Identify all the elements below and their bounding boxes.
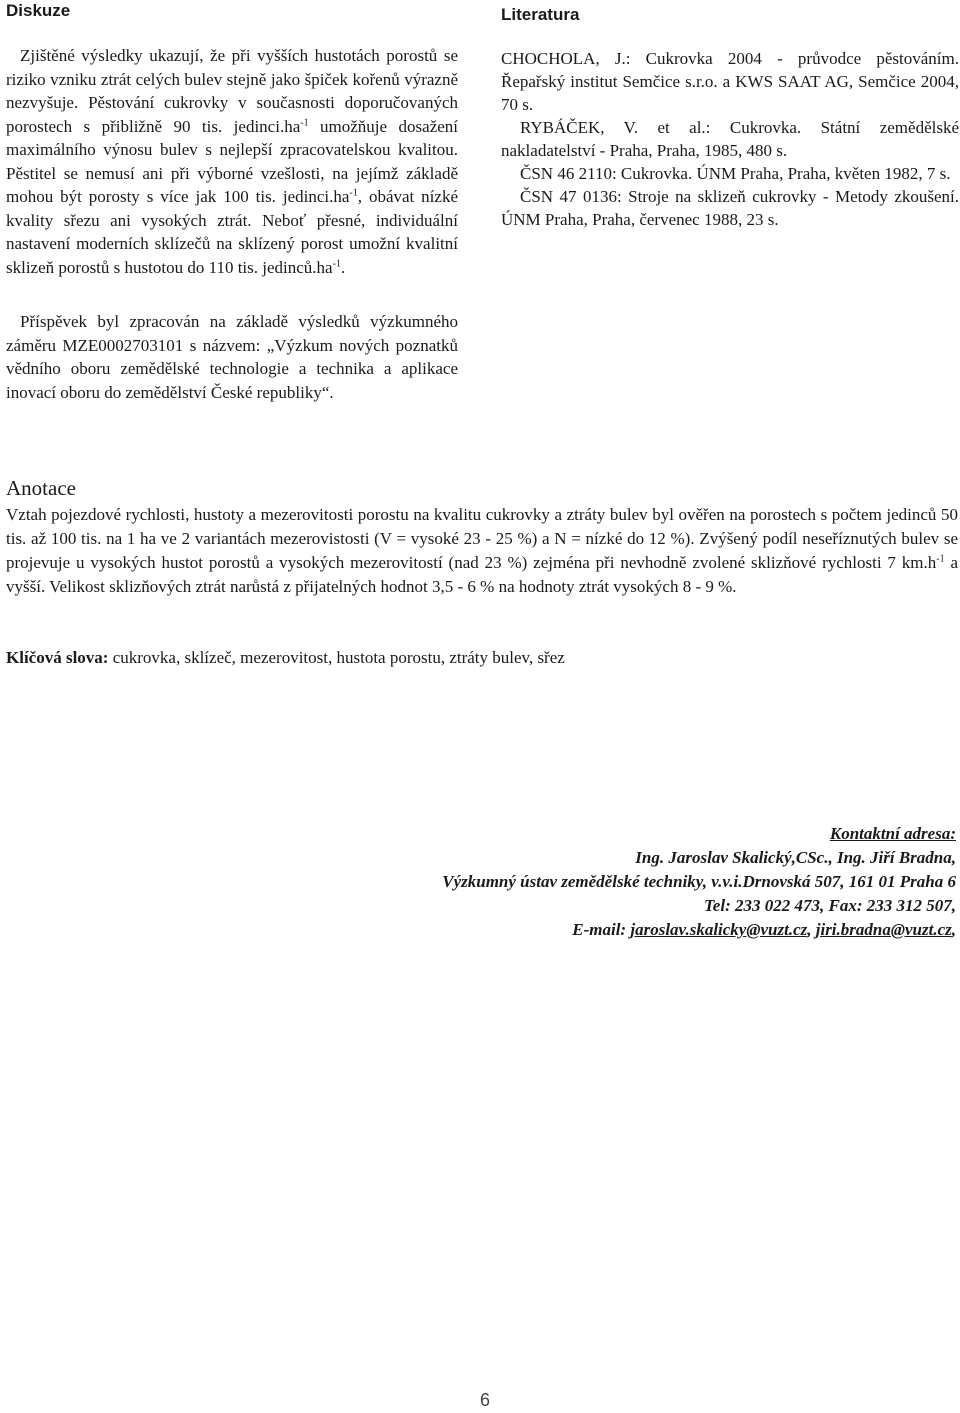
- email-label: E-mail:: [572, 920, 631, 939]
- discussion-p1-text-d: .: [340, 257, 346, 277]
- contact-heading: Kontaktní adresa:: [829, 824, 956, 843]
- superscript: -1: [300, 116, 309, 128]
- discussion-p1-text-a: Zjištěné výsledky ukazují, že při vyšších hustotách porostů se riziko vzniku ztrát celých bulev stejně jako špiček kořenů výrazně nezvyšuje. Pěstování cukrovky v současnosti doporučovaných porostech s přibližně 90 tis. jedinci.ha: [6, 46, 458, 136]
- annotation-text-a: Vztah pojezdové rychlosti, hustoty a mezerovitosti porostu na kvalitu cukrovky a ztráty bulev byl ověřen na porostech s počtem jedinců 50 tis. až 100 tis. na 1 ha ve 2 variantách mezerovistosti (V = vysoké 23 - 25 %) a N = nízké do 12 %). Zvýšený podíl neseříznutých bulev se projevuje u vysokých hustot porostů a vysokých mezerovitostí (nad 23 %) zejména při nevhodně zvolené sklizňové rychlosti 7 km.h: [6, 505, 958, 572]
- discussion-paragraph-2: Příspěvek byl zpracován na základě výsledků výzkumného záměru MZE0002703101 s názvem: „Výzkum nových poznatků vědního oboru zemědělské technologie a technika a aplikace inovací oboru do zemědělství České republiky“.: [6, 312, 458, 402]
- reference-item: ČSN 47 0136: Stroje na sklizeň cukrovky - Metody zkoušení. ÚNM Praha, Praha, červenec 1988, 23 s.: [501, 187, 959, 229]
- reference-item: RYBÁČEK, V. et al.: Cukrovka. Státní zemědělské nakladatelství - Praha, Praha, 1985, 480 s.: [501, 118, 959, 160]
- superscript: -1: [936, 553, 945, 565]
- keywords-text: cukrovka, sklízeč, mezerovitost, hustota porostu, ztráty bulev, sřez: [108, 648, 565, 667]
- keywords-label: Klíčová slova:: [6, 648, 109, 667]
- superscript: -1: [332, 257, 341, 269]
- email-trailing-comma: ,: [951, 920, 956, 939]
- reference-item: CHOCHOLA, J.: Cukrovka 2004 - průvodce pěstováním. Řepařský institut Semčice s.r.o. a KWS SAAT AG, Semčice 2004, 70 s.: [501, 49, 959, 114]
- discussion-p1-text-c: , obávat nízké kvality sřezu ani vysokých ztrát. Neboť přesné, individuální nastavení moderních sklízečů na sklízený porost umožní kvalitní sklizeň porostů s hustotou do 110 tis. jedinců.ha: [6, 187, 458, 277]
- annotation-heading: Anotace: [6, 476, 76, 500]
- references-heading: Literatura: [501, 5, 580, 24]
- discussion-paragraph-1: [6, 44, 458, 279]
- contact-phone-fax: Tel: 233 022 473, Fax: 233 312 507,: [703, 896, 956, 915]
- references-list: [501, 47, 959, 231]
- superscript: -1: [349, 187, 358, 199]
- contact-email-line: [316, 918, 956, 942]
- discussion-heading: Diskuze: [6, 1, 71, 20]
- page-number: 6: [479, 1390, 490, 1410]
- annotation-text-b: a vyšší. Velikost sklizňových ztrát narůstá z přijatelných hodnot 3,5 - 6 % na hodnoty ztrát vysokých 8 - 9 %.: [6, 553, 958, 596]
- keywords-line: [6, 648, 958, 668]
- email-link-bradna[interactable]: jiri.bradna@vuzt.cz: [815, 920, 952, 939]
- annotation-text: [6, 503, 958, 599]
- reference-item: ČSN 46 2110: Cukrovka. ÚNM Praha, Praha, květen 1982, 7 s.: [520, 164, 951, 183]
- email-separator: ,: [807, 920, 816, 939]
- contact-authors: Ing. Jaroslav Skalický,CSc., Ing. Jiří Bradna,: [635, 848, 956, 867]
- discussion-p1-text-b: umožňuje dosažení maximálního výnosu bulev s nejlepší zpracovatelskou kvalitou. Pěstitel se nemusí ani při výborné vzešlosti, na jejímž základě mohou být porosty s více jak 100 tis. jedinci.ha: [6, 116, 459, 206]
- contact-institution: Výzkumný ústav zemědělské techniky, v.v.i.Drnovská 507, 161 01 Praha 6: [442, 872, 956, 891]
- email-link-skalicky[interactable]: jaroslav.skalicky@vuzt.cz: [630, 920, 808, 939]
- contact-block: [316, 822, 956, 942]
- annotation-section: [6, 475, 958, 599]
